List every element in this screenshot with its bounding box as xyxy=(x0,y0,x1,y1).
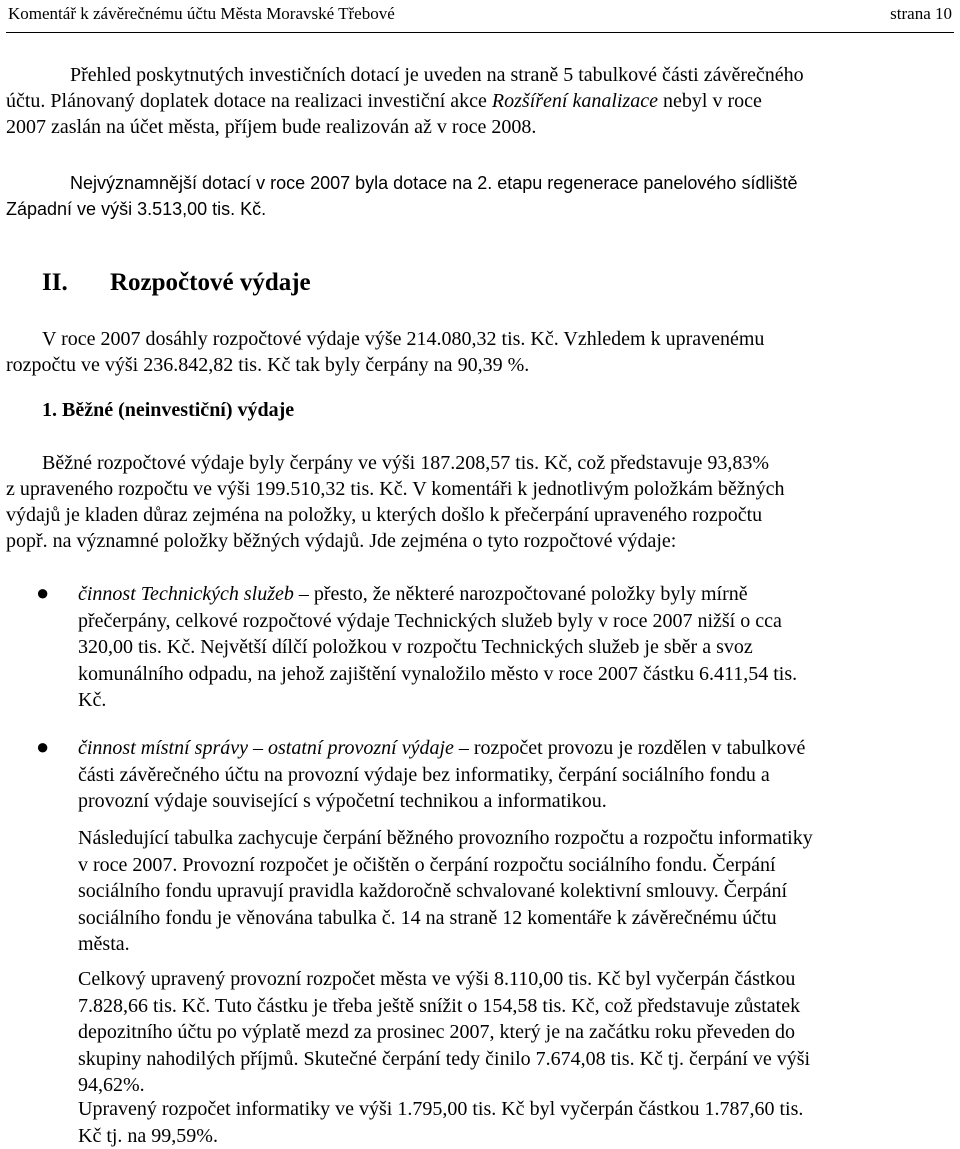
paragraph-budget-expenditure: V roce 2007 dosáhly rozpočtové výdaje výše 214.080,32 tis. Kč. Vzhledem k upravenému rozpočtu ve výši 236.842,82 tis. Kč tak byly čerpány na 90,39 %. xyxy=(6,328,765,376)
page-header xyxy=(6,2,954,33)
paragraph-informatics-budget: Upravený rozpočet informatiky ve výši 1.795,00 tis. Kč byl vyčerpán částkou 1.787,60 tis. Kč tj. na 99,59%. xyxy=(78,1098,804,1147)
list-item-local-administration: činnost místní správy – ostatní provozní výdaje – rozpočet provozu je rozdělen v tabulkové části závěrečného účtu na provozní výdaje bez informatiky, čerpání sociálního fondu a provozní výdaje související s výpočetní technikou a informatikou. xyxy=(78,737,806,812)
paragraph-operating-budget-total: Celkový upravený provozní rozpočet města ve výši 8.110,00 tis. Kč byl vyčerpán částkou 7.828,66 tis. Kč. Tuto částku je třeba ještě snížit o 154,58 tis. Kč, což představuje zůstatek depozitního účtu po výplatě mezd za prosinec 2007, který je na začátku roku převeden do skupiny nahodilých příjmů. Skutečné čerpání tedy činilo 7.674,08 tis. Kč tj. čerpání ve výši 94,62%. xyxy=(78,968,811,1096)
bullet-marker: ● xyxy=(36,734,50,759)
paragraph-operating-budget-table: Následující tabulka zachycuje čerpání běžného provozního rozpočtu a rozpočtu informatiky v roce 2007. Provozní rozpočet je očištěn o čerpání rozpočtu sociálního fondu. Čerpání sociálního fondu upravují pravidla každoročně schvalované kolektivní smlouvy. Čerpání sociálního fondu je věnována tabulka č. 14 na straně 12 komentáře k závěrečnému účtu města. xyxy=(78,827,813,955)
document-title: Komentář k závěrečnému účtu Města Moravské Třebové xyxy=(8,4,395,23)
page-number: strana 10 xyxy=(890,4,952,23)
bullet-marker: ● xyxy=(36,580,50,605)
paragraph-largest-grant: Nejvýznamnější dotací v roce 2007 byla dotace na 2. etapu regenerace panelového sídliště Západní ve výši 3.513,00 tis. Kč. xyxy=(6,173,798,219)
list-item-technical-services: činnost Technických služeb – přesto, že některé narozpočtované položky byly mírně přečerpány, celkové rozpočtové výdaje Technických služeb byly v roce 2007 nižší o cca 320,00 tis. Kč. Největší dílčí položkou v rozpočtu Technických služeb je sběr a svoz komunálního odpadu, na jehož zajištění vynaložilo město v roce 2007 částku 6.411,54 tis. Kč. xyxy=(78,583,798,711)
section-heading: II. Rozpočtové výdaje xyxy=(42,269,311,296)
paragraph-current-expenditure: Běžné rozpočtové výdaje byly čerpány ve výši 187.208,57 tis. Kč, což představuje 93,83% z upraveného rozpočtu ve výši 199.510,32 tis. Kč. V komentáři k jednotlivým položkám běžných výdajů je kladen důraz zejména na položky, u kterých došlo k přečerpání upraveného rozpočtu popř. na významné položky běžných výdajů. Jde zejména o tyto rozpočtové výdaje: xyxy=(6,452,785,552)
paragraph-investment-grants: Přehled poskytnutých investičních dotací je uveden na straně 5 tabulkové části závěrečného účtu. Plánovaný doplatek dotace na realizaci investiční akce Rozšíření kanalizace nebyl v roce 2007 zaslán na účet města, příjem bude realizován až v roce 2008. xyxy=(6,64,804,138)
subsection-heading: 1. Běžné (neinvestiční) výdaje xyxy=(42,399,295,421)
